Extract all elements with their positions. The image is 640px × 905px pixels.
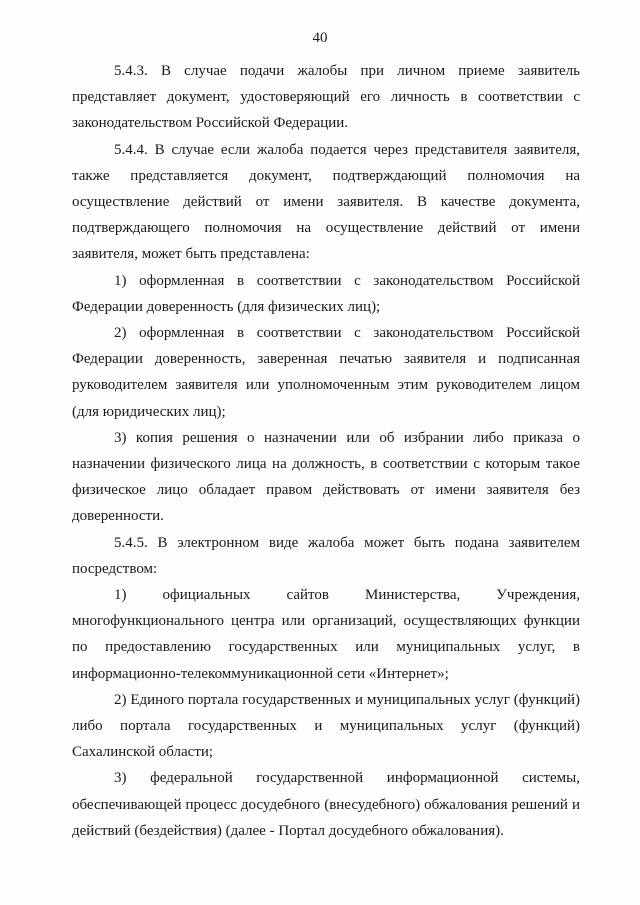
paragraph-5-4-3: 5.4.3. В случае подачи жалобы при личном приеме заявитель представляет документ, удостоверяющий его личность в соответствии с законодательством Российской Федерации. <box>72 63 580 132</box>
list-item-5-4-4-1: 1) оформленная в соответствии с законодательством Российской Федерации доверенность (для физических лиц); <box>72 272 580 315</box>
paragraph-5-4-5: 5.4.5. В электронном виде жалоба может быть подана заявителем посредством: <box>72 534 580 577</box>
list-item-5-4-4-3: 3) копия решения о назначении или об избрании либо приказа о назначении физического лица на должность, в соответствии с которым такое физическое лицо обладает правом действовать от имени заявителя без доверенности. <box>72 429 580 525</box>
list-item-5-4-5-2: 2) Единого портала государственных и муниципальных услуг (функций) либо портала государственных и муниципальных услуг (функций) Сахалинской области; <box>72 691 580 761</box>
list-item-5-4-5-3: 3) федеральной государственной информационной системы, обеспечивающей процесс досудебного (внесудебного) обжалования решений и действий (бездействия) (далее - Портал досудебного обжалования). <box>72 770 580 839</box>
page-number: 40 <box>312 30 328 46</box>
document-body <box>72 58 580 844</box>
list-item-5-4-4-2: 2) оформленная в соответствии с законодательством Российской Федерации доверенность, заверенная печатью заявителя и подписанная руководителем заявителя или уполномоченным этим руководителем лицом (для юридических лиц); <box>72 325 580 420</box>
list-item-5-4-5-1: 1) официальных сайтов Министерства, Учреждения, многофункционального центра или организаций, осуществляющих функции по предоставлению государственных или муниципальных услуг, в информационно-телекоммуникационной сети «Интернет»; <box>72 587 580 682</box>
paragraph-5-4-4: 5.4.4. В случае если жалоба подается через представителя заявителя, также представляется документ, подтверждающий полномочия на осуществление действий от имени заявителя. В качестве документа, подтверждающего полномочия на осуществление действий от имени заявителя, может быть представлена: <box>72 141 580 263</box>
